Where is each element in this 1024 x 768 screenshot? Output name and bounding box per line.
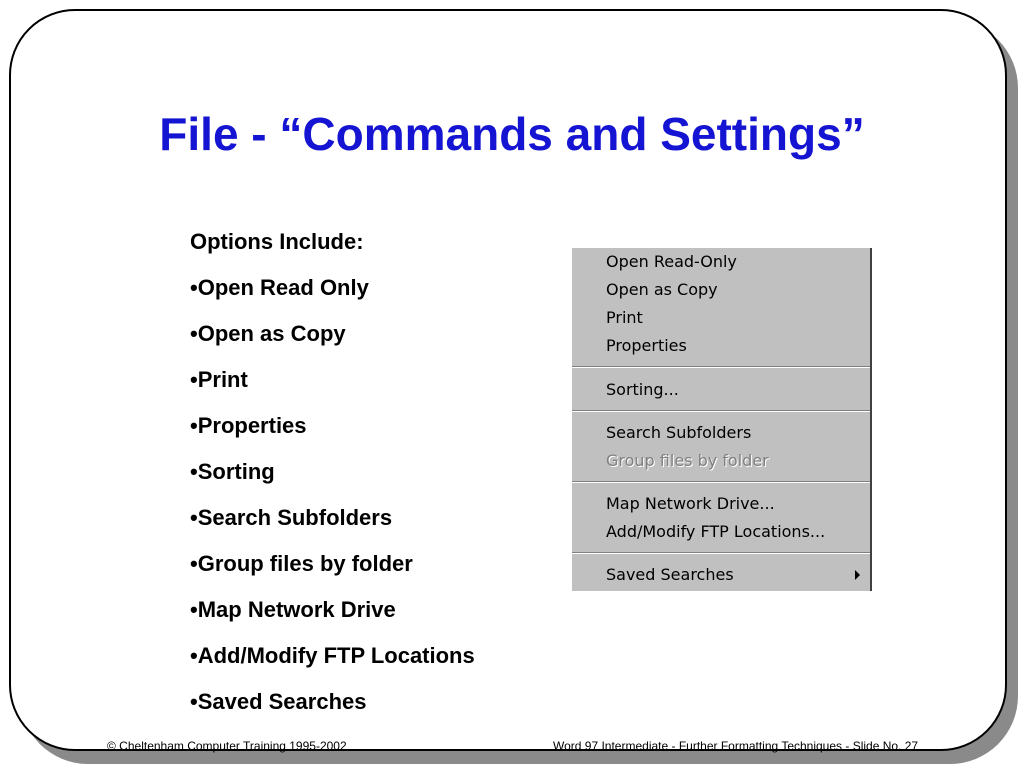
bullet-print: •Print [190, 367, 248, 392]
menu-separator [572, 481, 870, 483]
bullet-open-as-copy: •Open as Copy [190, 321, 346, 346]
menu-item-add-modify-ftp-locations[interactable]: Add/Modify FTP Locations... [606, 522, 826, 541]
submenu-arrow-icon [855, 570, 860, 580]
menu-item-open-read-only[interactable]: Open Read-Only [606, 252, 737, 271]
bullet-add-modify-ftp-locations: •Add/Modify FTP Locations [190, 643, 475, 668]
bullet-group-files-by-folder: •Group files by folder [190, 551, 413, 576]
footer-copyright: © Cheltenham Computer Training 1995-2002 [107, 739, 347, 753]
bullet-properties: •Properties [190, 413, 307, 438]
menu-item-saved-searches[interactable] [572, 561, 868, 589]
menu-separator [572, 410, 870, 412]
commands-context-menu [572, 248, 872, 591]
options-intro: Options Include: [190, 229, 364, 254]
menu-separator [572, 366, 870, 368]
menu-item-search-subfolders[interactable]: Search Subfolders [606, 423, 752, 442]
options-list [190, 228, 475, 734]
menu-item-saved-searches-label: Saved Searches [606, 565, 734, 584]
menu-item-group-files-by-folder: Group files by folder [606, 451, 769, 470]
menu-item-properties[interactable]: Properties [606, 336, 687, 355]
slide-title: File - “Commands and Settings” [159, 108, 865, 160]
bullet-search-subfolders: •Search Subfolders [190, 505, 393, 530]
bullet-map-network-drive: •Map Network Drive [190, 597, 396, 622]
menu-separator [572, 552, 870, 554]
menu-item-sorting[interactable]: Sorting... [606, 380, 679, 399]
footer-slide-info: Word 97 Intermediate - Further Formatting Techniques - Slide No. 27 [553, 739, 919, 753]
menu-item-map-network-drive[interactable]: Map Network Drive... [606, 494, 775, 513]
menu-item-print[interactable]: Print [606, 308, 643, 327]
bullet-open-read-only: •Open Read Only [190, 275, 369, 300]
bullet-sorting: •Sorting [190, 459, 275, 484]
bullet-saved-searches: •Saved Searches [190, 689, 367, 714]
menu-item-open-as-copy[interactable]: Open as Copy [606, 280, 718, 299]
